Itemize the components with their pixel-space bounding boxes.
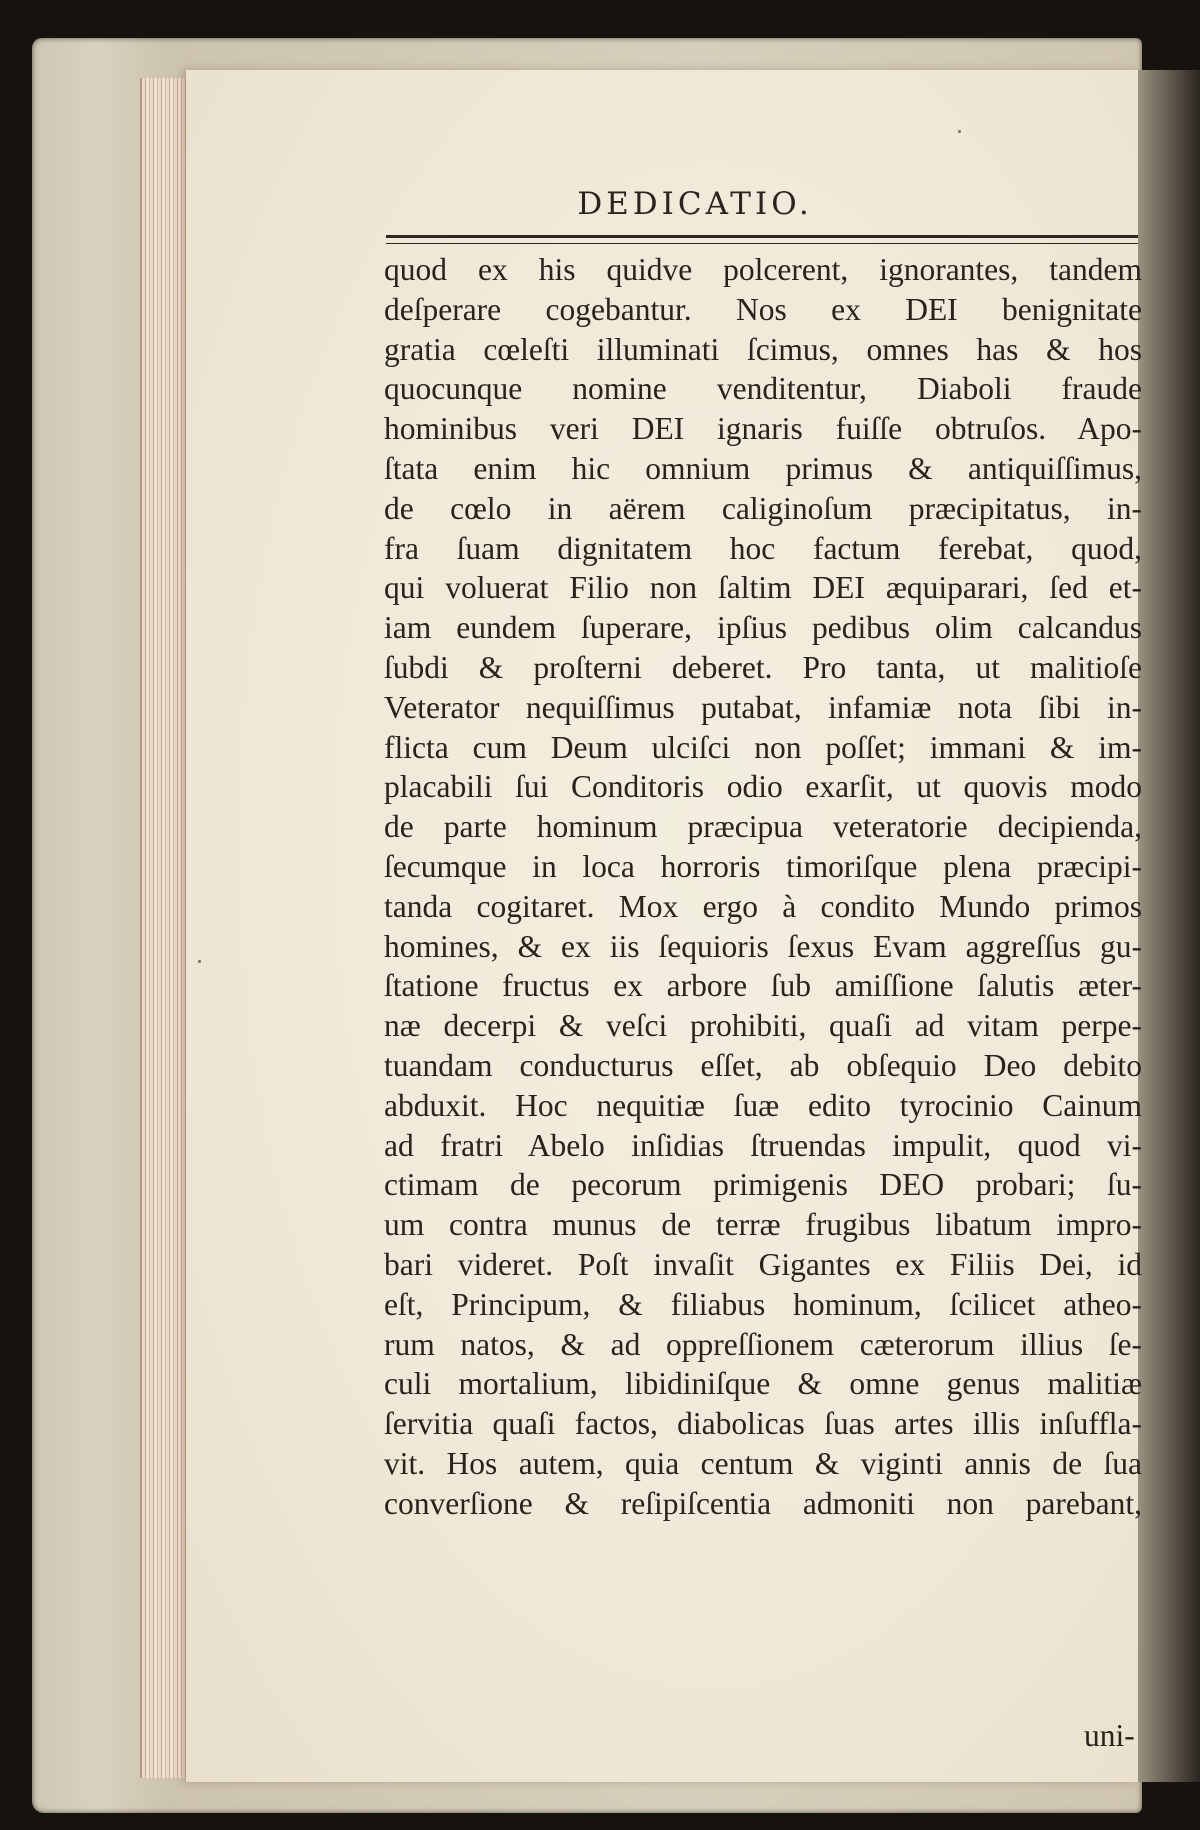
text-line: Veterator nequiſſimus putabat, infamiæ nota ſibi in- — [384, 689, 1142, 725]
text-line: bari videret. Poſt invaſit Gigantes ex Filiis Dei, id — [384, 1246, 1142, 1282]
head-rule — [386, 235, 1138, 244]
catchword: uni- — [1084, 1718, 1135, 1753]
paper-speck — [198, 960, 201, 963]
text-line: hominibus veri DEI ignaris fuiſſe obtruſos. Apo- — [384, 411, 1142, 447]
text-line: ad fratri Abelo inſidias ſtruendas impulit, quod vi- — [384, 1127, 1142, 1163]
text-line: ſubdi & proſterni deberet. Pro tanta, ut malitioſe — [384, 649, 1142, 685]
text-line: deſperare cogebantur. Nos ex DEI benignitate — [384, 291, 1142, 327]
text-line: næ decerpi & veſci prohibiti, quaſi ad vitam perpe- — [384, 1008, 1142, 1044]
text-line: ſervitia quaſi factos, diabolicas ſuas artes illis inſuffla- — [384, 1406, 1142, 1442]
text-line: ſecumque in loca horroris timoriſque plena præcipi- — [384, 848, 1142, 884]
text-line: de cœlo in aërem caliginoſum præcipitatus, in- — [384, 490, 1142, 526]
text-line: iam eundem ſuperare, ipſius pedibus olim calcandus — [384, 610, 1142, 646]
text-line: flicta cum Deum ulciſci non poſſet; immani & im- — [384, 729, 1142, 765]
text-line: homines, & ex iis ſequioris ſexus Evam aggreſſus gu- — [384, 928, 1142, 964]
text-line: ctimam de pecorum primigenis DEO probari; ſu- — [384, 1167, 1142, 1203]
text-line: culi mortalium, libidiniſque & omne genus malitiæ — [384, 1366, 1142, 1402]
next-page-edge — [1138, 70, 1200, 1782]
text-line: qui voluerat Filio non ſaltim DEI æquiparari, ſed et- — [384, 570, 1142, 606]
text-line: gratia cœleſti illuminati ſcimus, omnes has & hos — [384, 331, 1142, 367]
text-line: placabili ſui Conditoris odio exarſit, ut quovis modo — [384, 769, 1142, 805]
paper-speck — [958, 130, 961, 133]
text-line: converſione & reſipiſcentia admoniti non parebant, — [384, 1485, 1142, 1521]
text-line: quod ex his quidve polcerent, ignorantes, tandem — [384, 252, 1142, 287]
text-line: ſtata enim hic omnium primus & antiquiſſimus, — [384, 450, 1142, 486]
body-text — [384, 250, 1142, 1524]
text-line: ſtatione fructus ex arbore ſub amiſſione ſalutis æter- — [384, 968, 1142, 1004]
text-line: tuandam conducturus eſſet, ab obſequio Deo debito — [384, 1047, 1142, 1083]
text-line: rum natos, & ad oppreſſionem cæterorum illius ſe- — [384, 1326, 1142, 1362]
text-line: vit. Hos autem, quia centum & viginti annis de ſua — [384, 1445, 1142, 1481]
text-line: tanda cogitaret. Mox ergo à condito Mundo primos — [384, 888, 1142, 924]
text-line: de parte hominum præcipua veteratorie decipienda, — [384, 809, 1142, 845]
running-head: DEDICATIO. — [577, 186, 813, 222]
text-line: um contra munus de terræ frugibus libatum impro- — [384, 1207, 1142, 1243]
text-line: eſt, Principum, & filiabus hominum, ſcilicet atheo- — [384, 1286, 1142, 1322]
text-line: fra ſuam dignitatem hoc factum ferebat, quod, — [384, 530, 1142, 566]
text-line: quocunque nomine venditentur, Diaboli fraude — [384, 371, 1142, 407]
text-line: abduxit. Hoc nequitiæ ſuæ edito tyrocinio Cainum — [384, 1087, 1142, 1123]
